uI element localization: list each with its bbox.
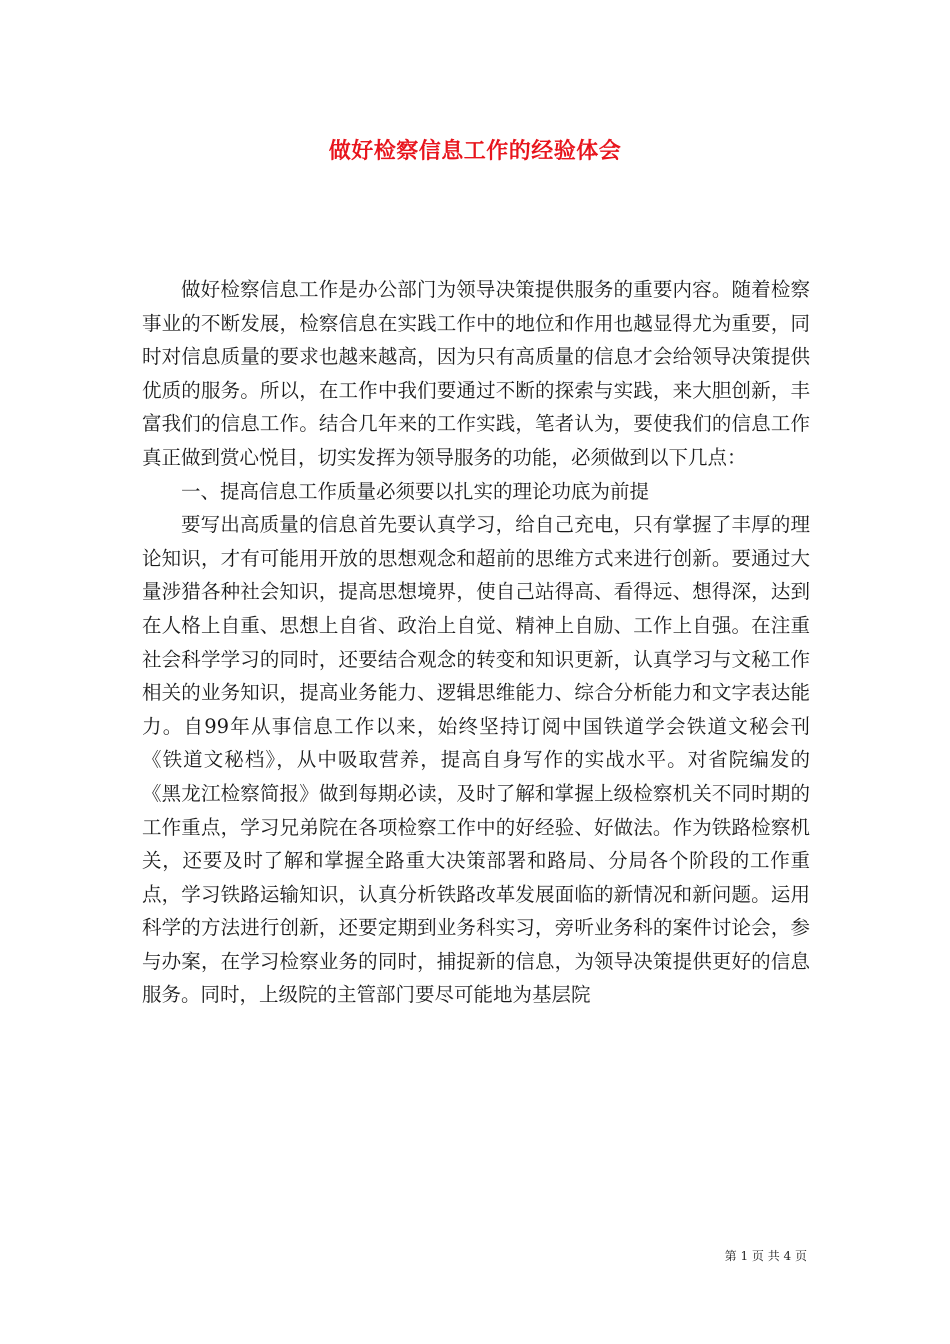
page-number: 第 1 页 共 4 页 (724, 1249, 807, 1263)
document-title: 做好检察信息工作的经验体会 (328, 138, 622, 164)
document-body (142, 273, 810, 1012)
paragraph-intro: 做好检察信息工作是办公部门为领导决策提供服务的重要内容。随着检察事业的不断发展，检察信息在实践工作中的地位和作用也越显得尤为重要，同时对信息质量的要求也越来越高，因为只有高质量的信息才会给领导决策提供优质的服务。所以，在工作中我们要通过不断的探索与实践，来大胆创新，丰富我们的信息工作。结合几年来的工作实践，笔者认为，要使我们的信息工作真正做到赏心悦目，切实发挥为领导服务的功能，必须做到以下几点： (142, 278, 810, 469)
paragraph-section-1: 要写出高质量的信息首先要认真学习，给自己充电，只有掌握了丰厚的理论知识，才有可能用开放的思想观念和超前的思维方式来进行创新。要通过大量涉猎各种社会知识，提高思想境界，使自己站得高、看得远、想得深，达到在人格上自重、思想上自省、政治上自觉、精神上自励、工作上自强。在注重社会科学学习的同时，还要结合观念的转变和知识更新，认真学习与文秘工作相关的业务知识，提高业务能力、逻辑思维能力、综合分析能力和文字表达能力。自99年从事信息工作以来，始终坚持订阅中国铁道学会铁道文秘会刊《铁道文秘档》，从中吸取营养，提高自身写作的实战水平。对省院编发的《黑龙江检察简报》做到每期必读，及时了解和掌握上级检察机关不同时期的工作重点，学习兄弟院在各项检察工作中的好经验、好做法。作为铁路检察机关，还要及时了解和掌握全路重大决策部署和路局、分局各个阶段的工作重点，学习铁路运输知识，认真分析铁路改革发展面临的新情况和新问题。运用科学的方法进行创新，还要定期到业务科实习，旁听业务科的案件讨论会，参与办案，在学习检察业务的同时，捕捉新的信息，为领导决策提供更好的信息服务。同时，上级院的主管部门要尽可能地为基层院 (142, 513, 810, 1007)
section-heading-1: 一、提高信息工作质量必须要以扎实的理论功底为前提 (181, 479, 650, 503)
